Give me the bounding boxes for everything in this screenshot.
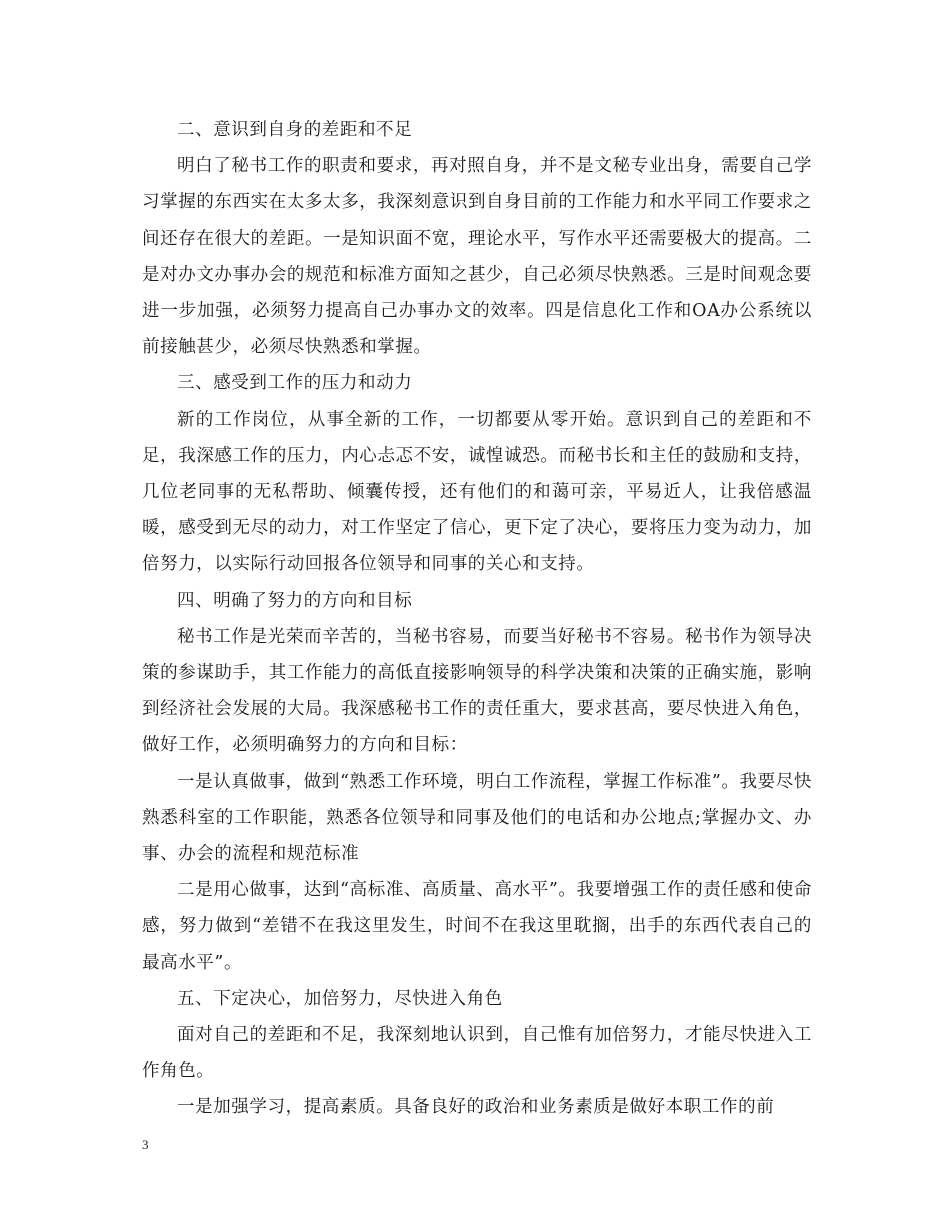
body-paragraph: 一是加强学习，提高素质。具备良好的政治和业务素质是做好本职工作的前 — [177, 1097, 775, 1118]
body-paragraph: 一是认真做事，做到“熟悉工作环境，明白工作流程，掌握工作标准”。我要尽快熟悉科室的工作职能，熟悉各位领导和同事及他们的电话和办公地点;掌握办文、办事、办会的流程和规范标准 — [142, 771, 812, 865]
body-paragraph: 二是用心做事，达到“高标准、高质量、高水平”。我要增强工作的责任感和使命感，努力做到“差错不在我这里发生，时间不在我这里耽搁，出手的东西代表自己的最高水平”。 — [142, 880, 812, 973]
document-body — [142, 112, 812, 1126]
body-paragraph: 秘书工作是光荣而辛苦的，当秘书容易，而要当好秘书不容易。秘书作为领导决策的参谋助手，其工作能力的高低直接影响领导的科学决策和决策的正确实施，影响到经济社会发展的大局。我深感秘书工作的责任重大，要求甚高，要尽快进入角色，做好工作，必须明确努力的方向和目标： — [142, 626, 812, 756]
body-paragraph: 明白了秘书工作的职责和要求，再对照自身，并不是文秘专业出身，需要自己学习掌握的东西实在太多太多，我深刻意识到自身目前的工作能力和水平同工作要求之间还存在很大的差距。一是知识面不宽，理论水平，写作水平还需要极大的提高。二是对办文办事办会的规范和标准方面知之甚少，自己必须尽快熟悉。三是时间观念要进一步加强，必须努力提高自己办事办文的效率。四是信息化工作和OA办公系统以前接触甚少，必须尽快熟悉和掌握。 — [142, 156, 812, 358]
body-paragraph: 新的工作岗位，从事全新的工作，一切都要从零开始。意识到自己的差距和不足，我深感工作的压力，内心忐忑不安，诚惶诚恐。而秘书长和主任的鼓励和支持，几位老同事的无私帮助、倾囊传授，还有他们的和蔼可亲，平易近人，让我倍感温暖，感受到无尽的动力，对工作坚定了信心，更下定了决心，要将压力变为动力，加倍努力，以实际行动回报各位领导和同事的关心和支持。 — [142, 409, 812, 575]
section-heading-5: 五、下定决心，加倍努力，尽快进入角色 — [177, 988, 503, 1009]
section-heading-3: 三、感受到工作的压力和动力 — [177, 373, 413, 394]
section-heading-4: 四、明确了努力的方向和目标 — [177, 590, 413, 611]
page-number: 3 — [142, 1137, 149, 1152]
body-paragraph: 面对自己的差距和不足，我深刻地认识到，自己惟有加倍努力，才能尽快进入工作角色。 — [142, 1025, 812, 1082]
section-heading-2: 二、意识到自身的差距和不足 — [177, 120, 413, 140]
